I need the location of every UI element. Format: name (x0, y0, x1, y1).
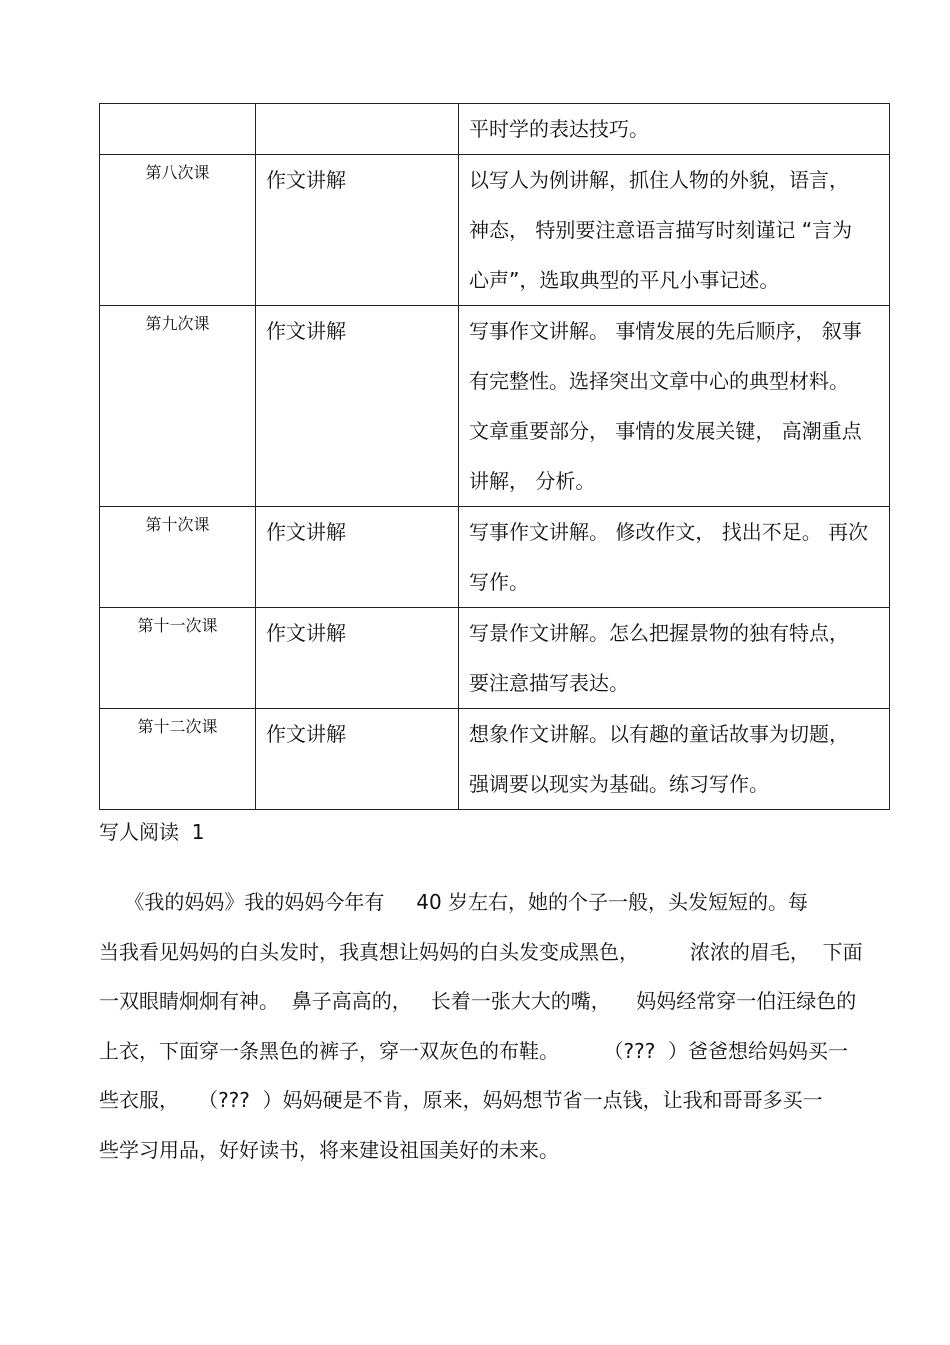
table-row (100, 507, 890, 608)
lesson-label: 第十一次课 (137, 616, 218, 635)
lesson-cell (100, 104, 256, 155)
description-cell (459, 608, 890, 709)
description-line: 心声”，选取典型的平凡小事记述。 (469, 268, 780, 292)
topic-label: 作文讲解 (266, 722, 346, 746)
table-row (100, 155, 890, 306)
passage-line: 上衣，下面穿一条黑色的裤子，穿一双灰色的布鞋。 （??? ）爸爸想给妈妈买一 (99, 1038, 849, 1063)
description-line: 以写人为例讲解，抓住人物的外貌，语言， (469, 168, 849, 192)
lesson-cell (100, 306, 256, 507)
reading-passage (99, 878, 863, 1175)
passage-line: 些衣服， （??? ）妈妈硬是不肯，原来，妈妈想节省一点钱，让我和哥哥多买一 (99, 1088, 823, 1112)
topic-cell (256, 709, 459, 810)
description-line: 要注意描写表达。 (469, 671, 629, 695)
topic-cell (256, 507, 459, 608)
lesson-schedule-table (99, 103, 890, 810)
lesson-cell (100, 507, 256, 608)
lesson-cell (100, 709, 256, 810)
table-row (100, 104, 890, 155)
passage-line: 些学习用品，好好读书，将来建设祖国美好的未来。 (99, 1137, 559, 1162)
section-title: 写人阅读 1 (99, 820, 205, 844)
lesson-label: 第八次课 (145, 163, 210, 182)
description-cell (459, 155, 890, 306)
lesson-cell (100, 155, 256, 306)
topic-label: 作文讲解 (266, 319, 346, 343)
description-line: 强调要以现实为基础。练习写作。 (469, 772, 769, 796)
description-line: 平时学的表达技巧。 (469, 117, 649, 141)
topic-label: 作文讲解 (266, 168, 346, 192)
table-row (100, 709, 890, 810)
description-line: 有完整性。选择突出文章中心的典型材料。 (469, 369, 849, 393)
lesson-label: 第九次课 (145, 314, 210, 333)
lesson-label (100, 104, 255, 112)
topic-label: 作文讲解 (266, 520, 346, 544)
passage-line: 《我的妈妈》我的妈妈今年有 40 岁左右，她的个子一般，头发短短的。每 (99, 890, 809, 914)
description-line: 神态， 特别要注意语言描写时刻谨记 “言为 (469, 218, 853, 242)
topic-cell (256, 306, 459, 507)
topic-label (256, 104, 458, 115)
description-cell (459, 306, 890, 507)
table-row (100, 608, 890, 709)
description-cell (459, 104, 890, 155)
topic-cell (256, 104, 459, 155)
description-line: 写景作文讲解。怎么把握景物的独有特点， (469, 621, 849, 645)
table-row (100, 306, 890, 507)
topic-cell (256, 155, 459, 306)
description-line: 写事作文讲解。 事情发展的先后顺序， 叙事 (469, 319, 862, 343)
description-line: 写事作文讲解。 修改作文， 找出不足。 再次 (469, 520, 869, 544)
topic-cell (256, 608, 459, 709)
description-cell (459, 507, 890, 608)
description-cell (459, 709, 890, 810)
description-line: 讲解， 分析。 (469, 469, 596, 493)
description-line: 写作。 (469, 570, 529, 594)
passage-line: 一双眼睛炯炯有神。 鼻子高高的， 长着一张大大的嘴， 妈妈经常穿一伯汪绿色的 (99, 989, 857, 1013)
lesson-label: 第十二次课 (137, 717, 218, 736)
lesson-label: 第十次课 (145, 515, 210, 534)
description-line: 想象作文讲解。以有趣的童话故事为切题， (469, 722, 849, 746)
passage-line: 当我看见妈妈的白头发时，我真想让妈妈的白头发变成黑色， 浓浓的眉毛， 下面 (99, 939, 863, 964)
lesson-cell (100, 608, 256, 709)
topic-label: 作文讲解 (266, 621, 346, 645)
description-line: 文章重要部分， 事情的发展关键， 高潮重点 (469, 419, 862, 443)
